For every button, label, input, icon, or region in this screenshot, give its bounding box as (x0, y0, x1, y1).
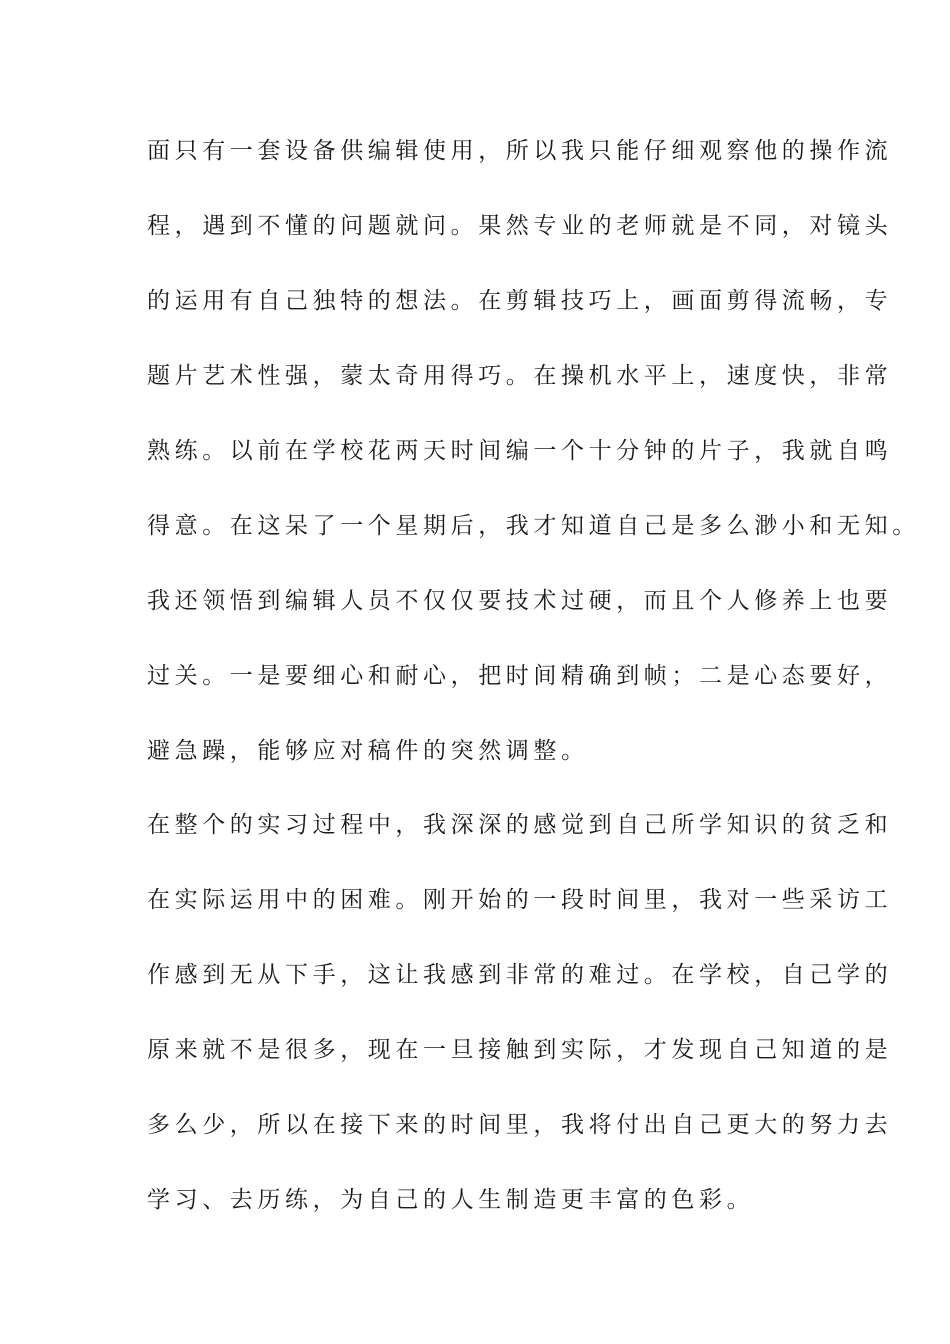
text-line: 过关。一是要细心和耐心，把时间精确到帧；二是心态要好， (147, 663, 893, 689)
text-line: 程，遇到不懂的问题就问。果然专业的老师就是不同，对镜头 (147, 213, 893, 239)
text-line: 学习、去历练，为自己的人生制造更丰富的色彩。 (147, 1187, 755, 1213)
text-line: 题片艺术性强，蒙太奇用得巧。在操机水平上，速度快，非常 (147, 363, 893, 389)
text-line: 在实际运用中的困难。刚开始的一段时间里，我对一些采访工 (147, 887, 893, 913)
text-line: 面只有一套设备供编辑使用，所以我只能仔细观察他的操作流 (147, 138, 893, 164)
text-line: 的运用有自己独特的想法。在剪辑技巧上，画面剪得流畅，专 (147, 288, 893, 314)
paragraph-start-line: 在整个的实习过程中，我深深的感觉到自己所学知识的贫乏和 (147, 812, 893, 838)
text-line: 作感到无从下手，这让我感到非常的难过。在学校，自己学的 (147, 962, 893, 988)
text-line: 熟练。以前在学校花两天时间编一个十分钟的片子，我就自鸣 (147, 438, 893, 464)
text-line: 我还领悟到编辑人员不仅仅要技术过硬，而且个人修养上也要 (147, 588, 893, 614)
text-line: 原来就不是很多，现在一旦接触到实际，才发现自己知道的是 (147, 1037, 893, 1063)
text-line: 避急躁，能够应对稿件的突然调整。 (147, 738, 589, 764)
text-line: 多么少，所以在接下来的时间里，我将付出自己更大的努力去 (147, 1112, 893, 1138)
text-line: 得意。在这呆了一个星期后，我才知道自己是多么渺小和无知。 (147, 513, 920, 539)
